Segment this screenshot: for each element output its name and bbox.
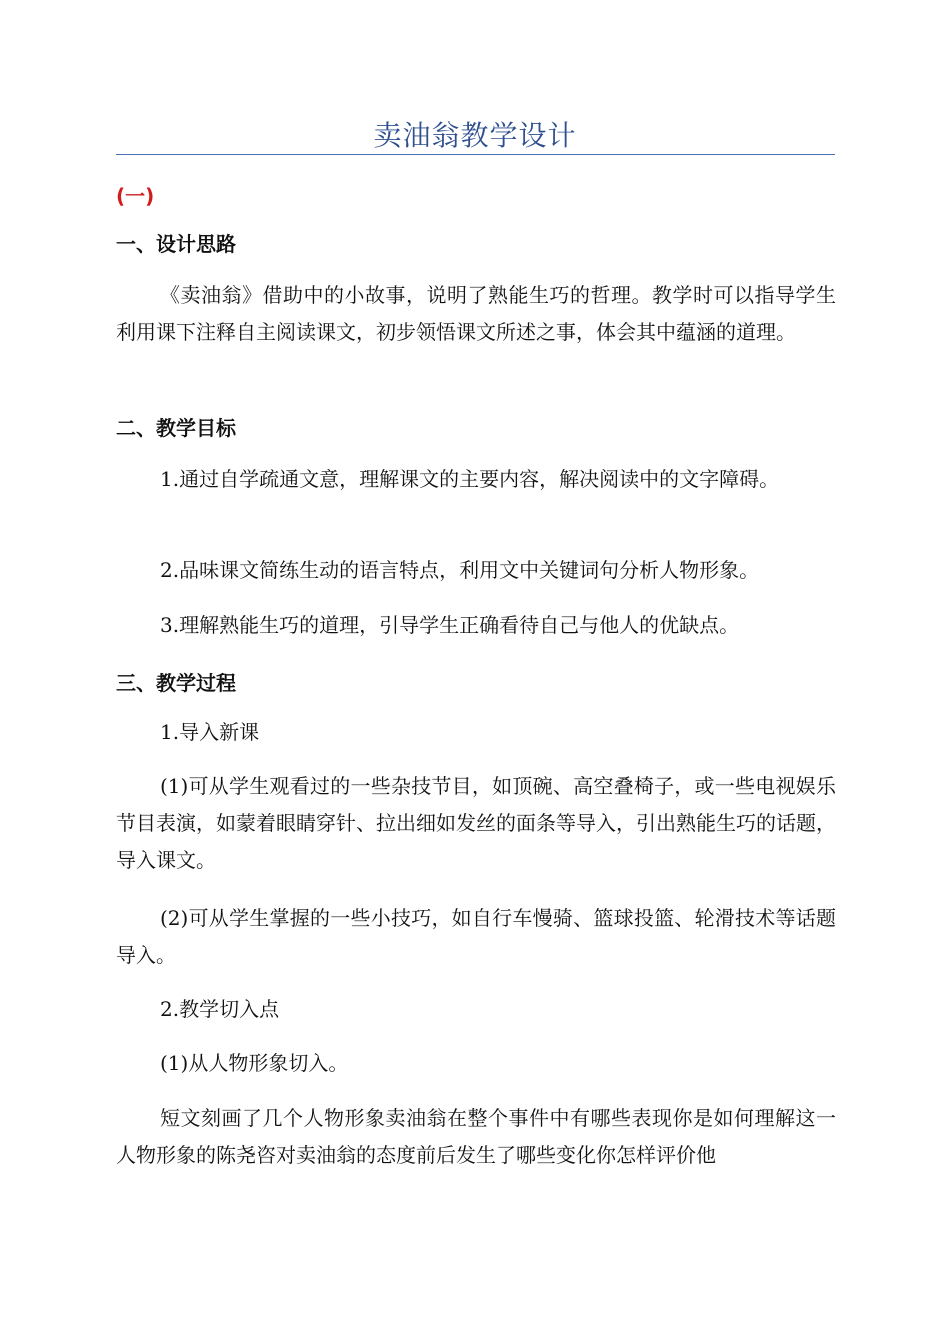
- heading-teaching-goals: 二、教学目标: [116, 416, 236, 440]
- paragraph-step-1: 1.导入新课: [160, 720, 260, 744]
- paragraph-step-2: 2.教学切入点: [160, 997, 280, 1021]
- heading-design-idea: 一、设计思路: [116, 232, 236, 256]
- document-title: 卖油翁教学设计: [373, 119, 577, 152]
- section-marker: (一): [116, 184, 155, 208]
- paragraph-step-1a: (1)可从学生观看过的一些杂技节目，如顶碗、高空叠椅子，或一些电视娱乐节目表演，如蒙着眼睛穿针、拉出细如发丝的面条等导入，引出熟能生巧的话题，导入课文。: [116, 774, 836, 872]
- paragraph-goal-1: 1.通过自学疏通文意，理解课文的主要内容，解决阅读中的文字障碍。: [160, 467, 780, 491]
- paragraph-goal-3: 3.理解熟能生巧的道理，引导学生正确看待自己与他人的优缺点。: [160, 613, 740, 637]
- heading-teaching-process: 三、教学过程: [116, 671, 236, 695]
- paragraph-goal-2: 2.品味课文简练生动的语言特点，利用文中关键词句分析人物形象。: [160, 558, 760, 582]
- paragraph-step-2a: (1)从人物形象切入。: [160, 1051, 349, 1075]
- title-underline: [116, 154, 835, 155]
- paragraph-step-2b: 短文刻画了几个人物形象卖油翁在整个事件中有哪些表现你是如何理解这一人物形象的陈尧咨对卖油翁的态度前后发生了哪些变化你怎样评价他: [116, 1106, 836, 1167]
- paragraph-step-1b: (2)可从学生掌握的一些小技巧，如自行车慢骑、篮球投篮、轮滑技术等话题导入。: [116, 906, 836, 967]
- paragraph-design-idea: 《卖油翁》借助中的小故事，说明了熟能生巧的哲理。教学时可以指导学生利用课下注释自主阅读课文，初步领悟课文所述之事，体会其中蕴涵的道理。: [116, 283, 836, 344]
